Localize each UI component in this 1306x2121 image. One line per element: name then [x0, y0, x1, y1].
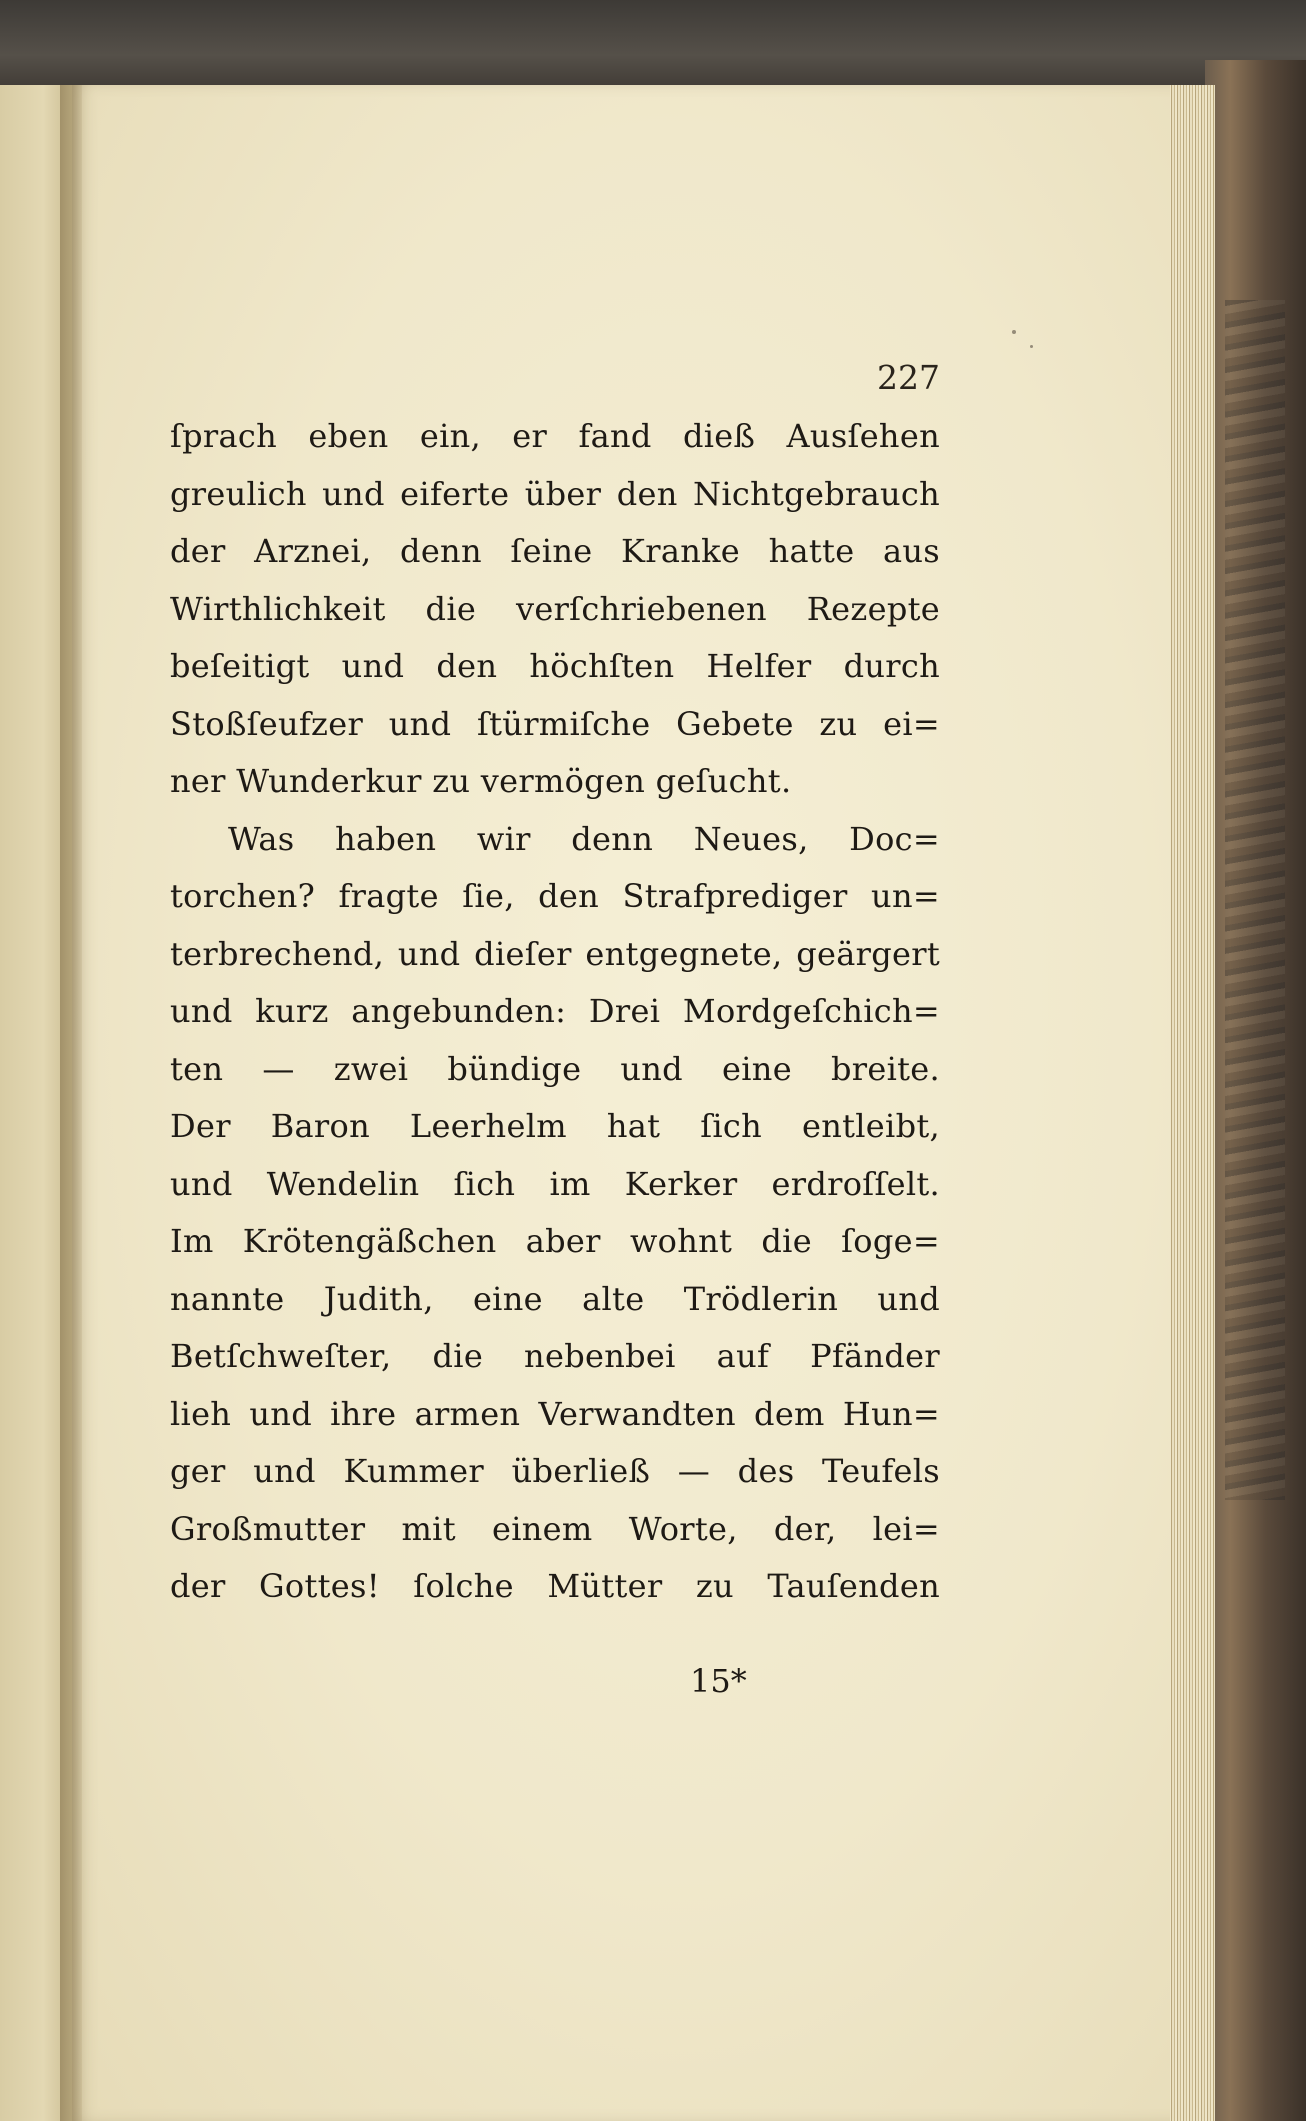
text-line: greulich und eiferte über den Nichtgebrauch — [170, 474, 940, 513]
text-line: lieh und ihre armen Verwandten dem Hun= — [170, 1394, 940, 1433]
text-line: ner Wunderkur zu vermögen geſucht. — [170, 762, 792, 800]
page-number: 227 — [877, 358, 940, 397]
text-line: ger und Kummer überließ — des Teufels — [170, 1452, 940, 1490]
text-line: nannte Judith, eine alte Trödlerin und — [170, 1279, 940, 1318]
text-line: terbrechend, und dieſer entgegnete, geärgert — [170, 934, 940, 973]
text-line: der Arznei, denn ſeine Kranke hatte aus — [170, 532, 940, 570]
paper-speck — [1012, 330, 1016, 334]
text-line: torchen? fragte ſie, den Strafprediger un= — [170, 877, 940, 915]
text-line: Großmutter mit einem Worte, der, lei= — [170, 1509, 940, 1548]
text-line: ten — zwei bündige und eine breite. — [170, 1049, 940, 1088]
book-cover-top — [0, 0, 1306, 92]
text-line: Im Krötengäßchen aber wohnt die ſoge= — [170, 1222, 940, 1260]
text-line: Betſchweſter, die nebenbei auf Pfänder — [170, 1337, 940, 1375]
page-gutter — [60, 85, 82, 2121]
text-line: Stoßſeufzer und ſtürmiſche Gebete zu ei= — [170, 704, 940, 743]
cover-texture — [1225, 300, 1285, 1500]
text-line: der Gottes! ſolche Mütter zu Tauſenden — [170, 1567, 940, 1605]
text-line: Der Baron Leerhelm hat ſich entleibt, — [170, 1107, 940, 1145]
printer-signature: 15* — [690, 1662, 747, 1700]
text-line: und kurz angebunden: Drei Mordgeſchich= — [170, 992, 940, 1030]
paper-speck — [1030, 345, 1033, 348]
text-line: Was haben wir denn Neues, Doc= — [228, 819, 940, 858]
text-line: Wirthlichkeit die verſchriebenen Rezepte — [170, 589, 940, 628]
text-line: ſprach eben ein, er fand dieß Ausſehen — [170, 417, 940, 455]
text-line: und Wendelin ſich im Kerker erdroſſelt. — [170, 1164, 940, 1203]
body-text — [170, 408, 940, 1616]
text-line: beſeitigt und den höchſten Helfer durch — [170, 647, 940, 685]
